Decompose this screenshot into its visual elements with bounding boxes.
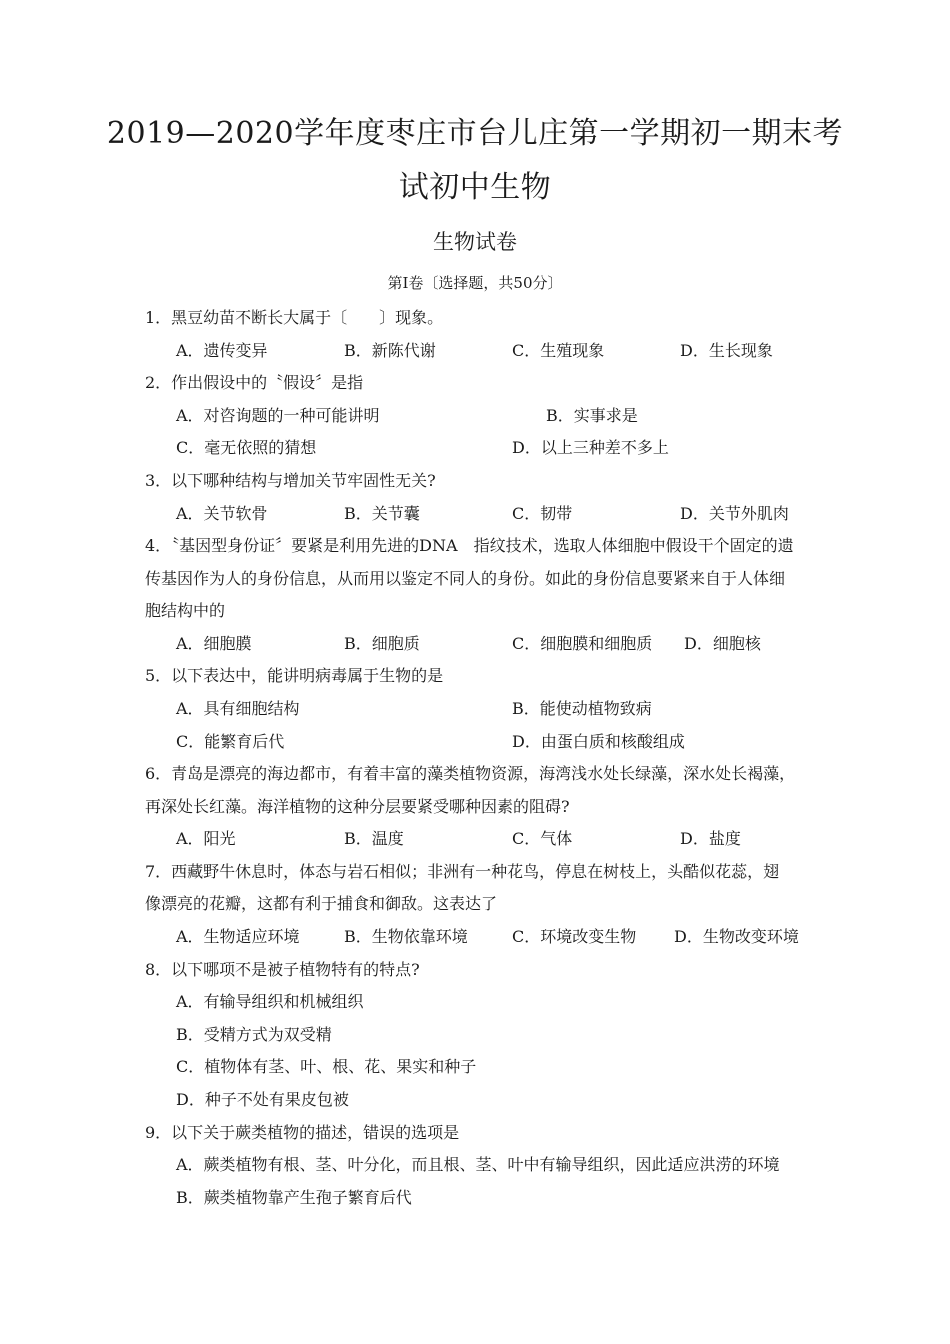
question-2-option-d: D．以上三种差不多上 — [512, 438, 669, 457]
question-4-stem-line-3: 胞结构中的 — [145, 601, 226, 620]
question-8-stem: 8．以下哪项不是被子植物特有的特点? — [145, 960, 420, 979]
question-1-option-b: B．新陈代谢 — [344, 341, 436, 360]
question-4-stem-line-2: 传基因作为人的身份信息，从而用以鉴定不同人的身份。如此的身份信息要紧来自于人体细 — [145, 569, 786, 588]
question-2-option-b: B．实事求是 — [546, 406, 638, 425]
question-2-stem: 2．作出假设中的〝假设〞是指 — [145, 373, 364, 392]
question-8-option-b: B．受精方式为双受精 — [176, 1025, 332, 1044]
question-3-option-c: C．韧带 — [512, 504, 573, 523]
question-6-option-b: B．温度 — [344, 829, 404, 848]
question-3-stem: 3．以下哪种结构与增加关节牢固性无关? — [145, 471, 436, 490]
question-9-option-a: A．蕨类植物有根、茎、叶分化，而且根、茎、叶中有输导组织，因此适应洪涝的环境 — [176, 1155, 780, 1174]
question-4-option-c: C．细胞膜和细胞质 — [512, 634, 653, 653]
question-1-option-c: C．生殖现象 — [512, 341, 605, 360]
question-3-option-d: D．关节外肌肉 — [680, 504, 789, 523]
question-7-option-d: D．生物改变环境 — [674, 927, 799, 946]
question-7-option-c: C．环境改变生物 — [512, 927, 637, 946]
document-title-line-1: 2019—2020学年度枣庄市台儿庄第一学期初一期末考 — [106, 116, 844, 151]
question-7-stem-line-1: 7．西藏野牛休息时，体态与岩石相似；非洲有一种花鸟，停息在树枝上，头酷似花蕊，翅 — [145, 862, 780, 881]
question-6-option-d: D．盐度 — [680, 829, 741, 848]
question-8-option-c: C．植物体有茎、叶、根、花、果实和种子 — [176, 1057, 477, 1076]
section-heading: 第Ⅰ卷〔选择题，共50分〕 — [387, 274, 563, 292]
question-2-option-c: C．毫无依照的猜想 — [176, 438, 317, 457]
question-5-option-a: A．具有细胞结构 — [176, 699, 300, 718]
question-7-stem-line-2: 像漂亮的花瓣，这都有利于捕食和御敌。这表达了 — [145, 894, 498, 913]
question-5-option-c: C．能繁育后代 — [176, 732, 285, 751]
question-8-option-a: A．有输导组织和机械组织 — [176, 992, 364, 1011]
question-7-option-a: A．生物适应环境 — [176, 927, 300, 946]
question-5-option-b: B．能使动植物致病 — [512, 699, 652, 718]
question-5-stem: 5．以下表达中，能讲明病毒属于生物的是 — [145, 666, 444, 685]
question-5-option-d: D．由蛋白质和核酸组成 — [512, 732, 685, 751]
question-8-option-d: D．种子不处有果皮包被 — [176, 1090, 349, 1109]
question-3-option-a: A．关节软骨 — [176, 504, 268, 523]
question-9-option-b: B．蕨类植物靠产生孢子繁育后代 — [176, 1188, 412, 1207]
document-title-line-2: 试初中生物 — [398, 170, 552, 205]
question-9-stem: 9．以下关于蕨类植物的描述，错误的选项是 — [145, 1123, 460, 1142]
question-6-option-c: C．气体 — [512, 829, 573, 848]
question-6-option-a: A．阳光 — [176, 829, 236, 848]
question-6-stem-line-1: 6．青岛是漂亮的海边都市，有着丰富的藻类植物资源，海湾浅水处长绿藻，深水处长褐藻， — [145, 764, 796, 783]
question-4-stem-line-1: 4．〝基因型身份证〞要紧是利用先进的DNA 指纹技术，选取人体细胞中假设干个固定的遗 — [145, 536, 794, 555]
question-1-stem: 1．黑豆幼苗不断长大属于〔 〕现象。 — [145, 308, 444, 327]
question-4-option-d: D．细胞核 — [684, 634, 761, 653]
question-4-option-a: A．细胞膜 — [176, 634, 252, 653]
question-7-option-b: B．生物依靠环境 — [344, 927, 468, 946]
question-1-option-d: D．生长现象 — [680, 341, 773, 360]
question-4-option-b: B．细胞质 — [344, 634, 420, 653]
question-2-option-a: A．对咨询题的一种可能讲明 — [176, 406, 380, 425]
exam-subtitle: 生物试卷 — [433, 230, 517, 254]
question-1-option-a: A．遗传变异 — [176, 341, 268, 360]
question-3-option-b: B．关节囊 — [344, 504, 420, 523]
question-6-stem-line-2: 再深处长红藻。海洋植物的这种分层要紧受哪种因素的阻碍? — [145, 797, 570, 816]
